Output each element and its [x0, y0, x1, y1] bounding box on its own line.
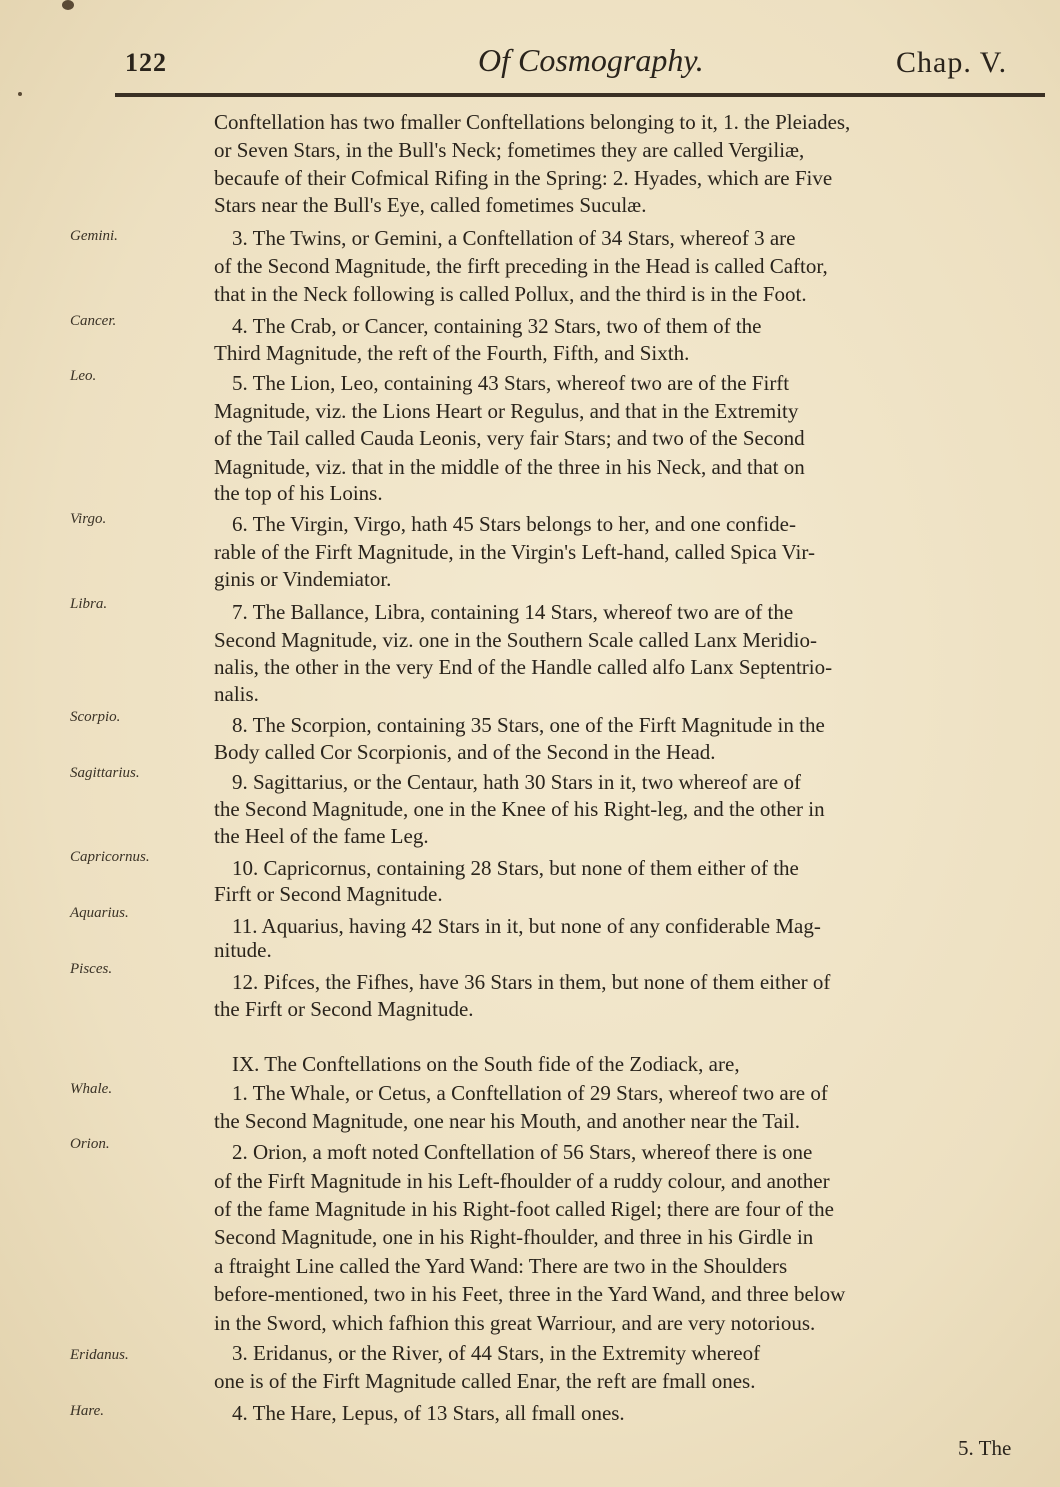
- text-line: Firft or Second Magnitude.: [214, 882, 443, 906]
- text-line: the Firft or Second Magnitude.: [214, 997, 474, 1021]
- text-line: Stars near the Bull's Eye, called fometimes Suculæ.: [214, 193, 647, 217]
- text-line: nalis.: [214, 682, 259, 706]
- catchword: 5. The: [958, 1436, 1012, 1460]
- margin-note: Aquarius.: [70, 905, 129, 921]
- text-line: 2. Orion, a moft noted Conftellation of 56 Stars, whereof there is one: [232, 1140, 813, 1164]
- text-line: 12. Pifces, the Fifhes, have 36 Stars in them, but none of them either of: [232, 970, 831, 994]
- text-line: ginis or Vindemiator.: [214, 567, 392, 591]
- page-number: 122: [125, 48, 167, 77]
- text-line: Third Magnitude, the reft of the Fourth, Fifth, and Sixth.: [214, 341, 690, 365]
- text-line: of the Tail called Cauda Leonis, very fair Stars; and two of the Second: [214, 426, 805, 450]
- margin-note: Leo.: [70, 368, 97, 384]
- text-line: 6. The Virgin, Virgo, hath 45 Stars belongs to her, and one confide-: [232, 512, 796, 536]
- text-line: 4. The Crab, or Cancer, containing 32 Stars, two of them of the: [232, 314, 762, 338]
- text-line: Second Magnitude, viz. one in the Southern Scale called Lanx Meridio-: [214, 628, 818, 652]
- text-line: in the Sword, which fafhion this great Warriour, and are very notorious.: [214, 1311, 816, 1335]
- text-line: nalis, the other in the very End of the Handle called alfo Lanx Septentrio-: [214, 655, 833, 679]
- margin-note: Whale.: [70, 1081, 113, 1097]
- margin-note: Cancer.: [70, 313, 117, 329]
- text-line: one is of the Firft Magnitude called Enar, the reft are fmall ones.: [214, 1369, 756, 1393]
- chapter-heading: Chap. V.: [896, 46, 1008, 79]
- margin-note: Hare.: [70, 1403, 105, 1419]
- text-line: the Second Magnitude, one in the Knee of his Right-leg, and the other in: [214, 797, 825, 821]
- text-line: 1. The Whale, or Cetus, a Conftellation of 29 Stars, whereof two are of: [232, 1081, 828, 1105]
- text-line: Conftellation has two fmaller Conftellations belonging to it, 1. the Pleiades,: [214, 110, 851, 134]
- margin-note: Eridanus.: [70, 1347, 129, 1363]
- text-line: of the Firft Magnitude in his Left-fhoulder of a ruddy colour, and another: [214, 1169, 830, 1193]
- text-line: 11. Aquarius, having 42 Stars in it, but none of any confiderable Mag-: [232, 914, 821, 938]
- margin-note: Libra.: [70, 596, 108, 612]
- text-line: becaufe of their Cofmical Rifing in the Spring: 2. Hyades, which are Five: [214, 166, 833, 190]
- margin-note: Virgo.: [70, 511, 107, 527]
- text-line: 4. The Hare, Lepus, of 13 Stars, all fmall ones.: [232, 1401, 625, 1425]
- text-line: rable of the Firft Magnitude, in the Virgin's Left-hand, called Spica Vir-: [214, 540, 815, 564]
- text-line: Magnitude, viz. the Lions Heart or Regulus, and that in the Extremity: [214, 399, 799, 423]
- text-line: that in the Neck following is called Pollux, and the third is in the Foot.: [214, 282, 807, 306]
- text-line: IX. The Conftellations on the South fide of the Zodiack, are,: [232, 1052, 740, 1076]
- text-line: the Second Magnitude, one near his Mouth, and another near the Tail.: [214, 1109, 800, 1133]
- running-title: Of Cosmography.: [478, 42, 704, 78]
- margin-note: Sagittarius.: [70, 765, 140, 781]
- margin-note: Orion.: [70, 1136, 110, 1152]
- margin-note: Scorpio.: [70, 709, 121, 725]
- text-line: 8. The Scorpion, containing 35 Stars, one of the Firft Magnitude in the: [232, 713, 825, 737]
- text-line: Second Magnitude, one in his Right-fhoulder, and three in his Girdle in: [214, 1225, 814, 1249]
- text-line: the top of his Loins.: [214, 481, 383, 505]
- text-line: Body called Cor Scorpionis, and of the Second in the Head.: [214, 740, 716, 764]
- margin-note: Gemini.: [70, 228, 118, 244]
- text-line: of the fame Magnitude in his Right-foot called Rigel; there are four of the: [214, 1197, 834, 1221]
- text-line: 3. Eridanus, or the River, of 44 Stars, in the Extremity whereof: [232, 1341, 761, 1365]
- text-line: of the Second Magnitude, the firft preceding in the Head is called Caftor,: [214, 254, 828, 278]
- text-line: before-mentioned, two in his Feet, three in the Yard Wand, and three below: [214, 1282, 846, 1306]
- text-line: 3. The Twins, or Gemini, a Conftellation of 34 Stars, whereof 3 are: [232, 226, 796, 250]
- text-line: the Heel of the fame Leg.: [214, 824, 429, 848]
- text-line: 10. Capricornus, containing 28 Stars, but none of them either of the: [232, 856, 799, 880]
- margin-note: Pisces.: [70, 961, 113, 977]
- text-line: nitude.: [214, 938, 272, 962]
- text-line: 7. The Ballance, Libra, containing 14 Stars, whereof two are of the: [232, 600, 794, 624]
- text-line: 9. Sagittarius, or the Centaur, hath 30 Stars in it, two whereof are of: [232, 770, 801, 794]
- text-line: 5. The Lion, Leo, containing 43 Stars, whereof two are of the Firft: [232, 371, 790, 395]
- text-line: or Seven Stars, in the Bull's Neck; fometimes they are called Vergiliæ,: [214, 138, 805, 162]
- text-line: Magnitude, viz. that in the middle of the three in his Neck, and that on: [214, 455, 805, 479]
- text-line: a ftraight Line called the Yard Wand: There are two in the Shoulders: [214, 1254, 788, 1278]
- margin-note: Capricornus.: [70, 849, 150, 865]
